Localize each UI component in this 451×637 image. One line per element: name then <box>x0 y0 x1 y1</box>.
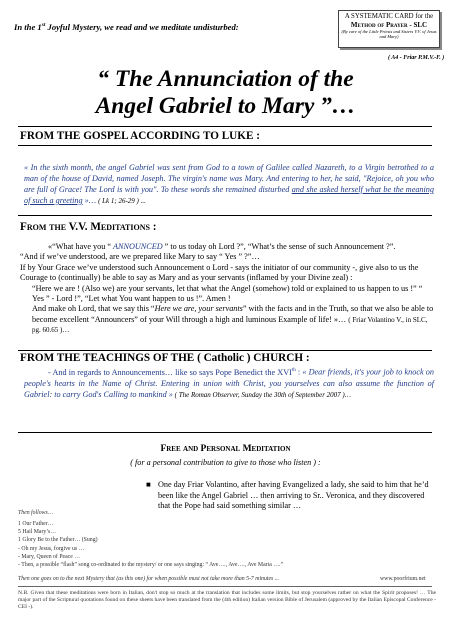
bullet-icon: ■ <box>146 480 151 489</box>
church-heading: FROM THE TEACHINGS OF THE ( Catholic ) CHURCH : <box>20 352 310 364</box>
card-line-3: (By care of the Little Priests and Sisters V.V. of Jesus and Mary) <box>341 28 437 40</box>
title-line-2: Angel Gabriel to Mary ”… <box>95 93 356 119</box>
free-meditation-subtitle: ( for a personal contribution to give to those who listen ) : <box>130 458 321 467</box>
follows-label: Then follows… <box>18 510 53 516</box>
free-meditation-heading: Free and Personal Meditation <box>160 444 291 454</box>
list-item: - Oh my Jesus, forgive us … <box>18 545 85 552</box>
list-item: - Mary, Queen of Peace … <box>18 553 81 560</box>
divider <box>18 586 432 587</box>
church-teaching: - And in regards to Announcements… like so says Pope Benedict the XVIth : « Dear friends, it's your job to knock on people's hearts in the Name of Christ. Entering in union with Christ, you yourselves can also assume the function of Gabriel: to carry God's Calling to mankind » ( The Roman Observer, Sunday the 30th of September 2007 )… <box>24 367 434 399</box>
author-ref: ( A4 - Friar P.M.V.-F. ) <box>388 55 445 61</box>
list-item: 5 Hail Mary’s… <box>18 529 56 536</box>
title-line-1: “ The Annunciation of the <box>97 66 354 92</box>
list-item: - Then, a possible “flash” song co-ordinated to the mystery/ or one says singing: “ Ave…., Ave…., Ave Maria ….” <box>18 562 284 569</box>
divider <box>18 350 432 351</box>
gospel-passage: « In the sixth month, the angel Gabriel was sent from God to a town of Galilee called Nazareth, to a Virgin betrothed to a man of the house of David, named Joseph. The virgin's name was Mary. And entering to her, he said, "Rejoice, oh you who are full of Grace! The Lord is with you". To these words she remained disturbed and she asked herself what be the meaning of such a greeting »… ( Lk 1; 26-29 ) ... <box>24 163 434 205</box>
divider <box>18 145 432 146</box>
card-line-2: Method of Prayer - SLC <box>350 20 428 29</box>
systematic-card-box <box>338 10 440 48</box>
divider <box>18 432 432 433</box>
page-title <box>0 66 451 120</box>
nb-footnote: N.B. Given that these meditations were born in Italian, don't stop so much at the translation that includes some limits, but stop yourselves rather on what the Spirit proposes! … The major part of the Scriptural quotations found on these sheets have been translated from the (4th edition) Italian version Bible of Jerusalem (approved by the Italian Episcopal Conference - CEI -). <box>18 590 436 610</box>
divider <box>18 215 432 216</box>
card-line-1: A SYSTEMATIC CARD for the <box>344 13 434 20</box>
closing-note: Then one goes on to the next Mystery that (as this one) for when possible must not take more than 5-7 minutes ... <box>18 576 280 582</box>
list-item: 1 Our Father… <box>18 521 54 527</box>
website-link[interactable]: www.poorfrium.net <box>380 576 426 582</box>
story-text: One day Friar Volantino, after having Evangelized a lady, she said to him that he’d been like the Angel Gabriel … then arriving to Sr.. Veronica, and they discovered that the Pope had said something similar … <box>158 480 429 511</box>
vv-heading: From the V.V. Meditations : <box>20 221 157 233</box>
intro-line: In the 1st Joyful Mystery, we read and we meditate undisturbed: <box>14 22 239 32</box>
gospel-heading: FROM THE GOSPEL ACCORDING TO LUKE : <box>20 130 260 142</box>
list-item: 1 Glory Be to the Father… (Sung) <box>18 537 98 544</box>
prayer-list <box>18 520 283 569</box>
divider <box>18 126 432 127</box>
vv-meditations: «“What have you “ ANNOUNCED ” to us today oh Lord ?”, “What’s the sense of such Announcement ?”. “And if we’ve understood, are we prepared like Mary to say “ Yes ” ?”… If by Your Grace we’ve understood such Announcement o Lord - says the initiator of our community -, give also to us the Courage to (continually) be able to say as Mary and as your servants (inflamed by your Divine zeal) : “Here we are ! (Also we) are your servants, let that what the Angel (somehow) told or explained to us happen to us !” “ Yes ” - Lord !”, “Let what You want happen to us !”. Amen ! And make oh Lord, that we say this “Here we are, your servants” with the facts and in the Truth, so that we also be able to become excellent “Announcers” of your Will through a high and luminous Example of life! »… ( Friar Volantino V., in SLC, pg. 60.65 )… <box>20 242 434 335</box>
